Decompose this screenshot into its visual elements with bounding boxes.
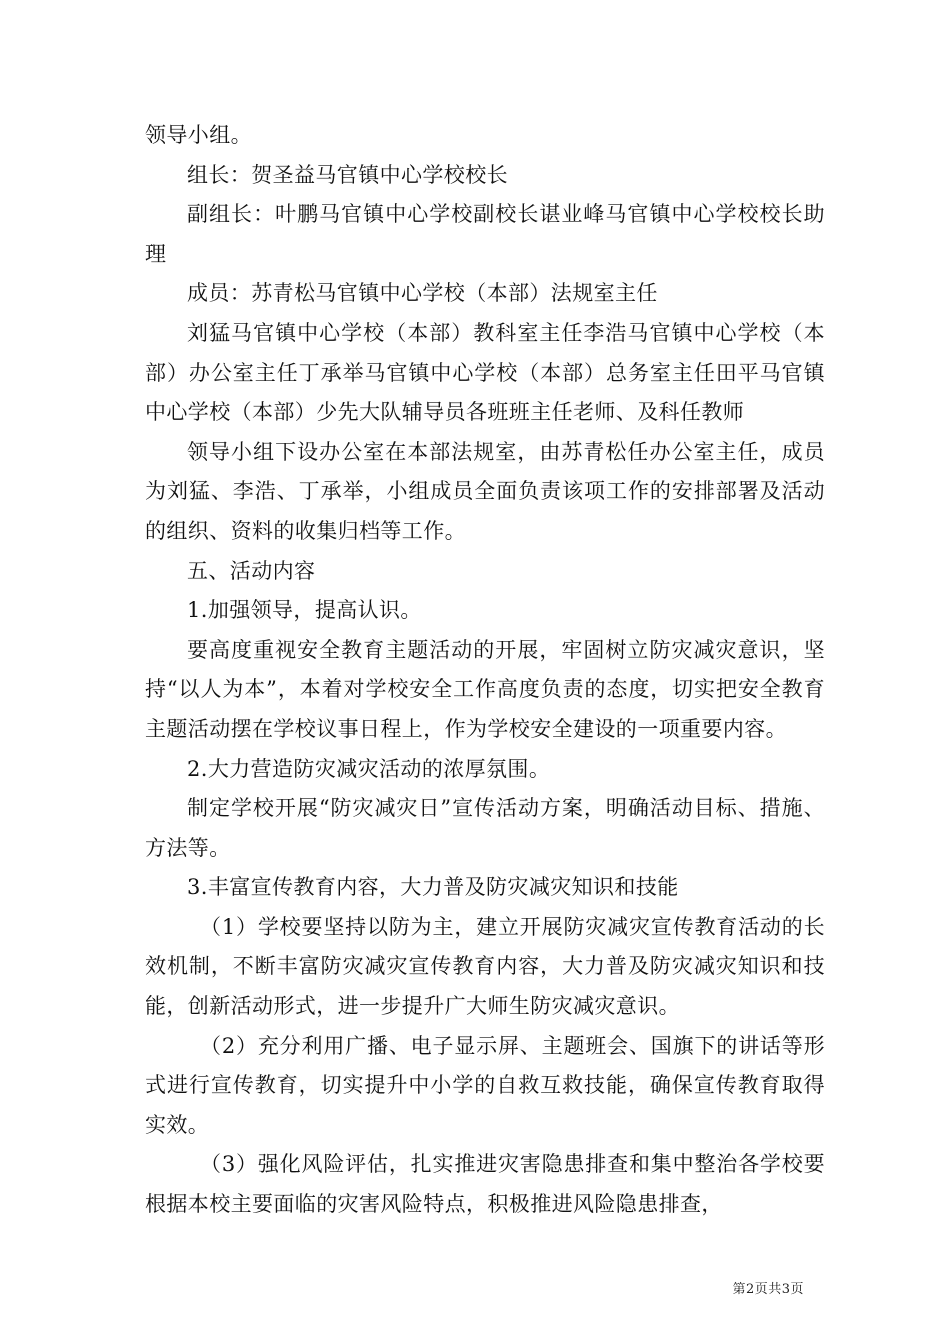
paragraph: 成员：苏青松马官镇中心学校（本部）法规室主任	[187, 281, 658, 306]
subheading: 2.大力营造防灾减灾活动的浓厚氛围。	[187, 756, 551, 781]
subheading: 3.丰富宣传教育内容，大力普及防灾减灾知识和技能	[187, 875, 679, 900]
paragraph: 要高度重视安全教育主题活动的开展，牢固树立防灾减灾意识，坚持“以人为本”，本着对学校安全工作高度负责的态度，切实把安全教育主题活动摆在学校议事日程上，作为学校安全建设的一项重要内容。	[145, 637, 825, 741]
list-item: （3）强化风险评估，扎实推进灾害隐患排查和集中整治各学校要根据本校主要面临的灾害风险特点，积极推进风险隐患排查，	[145, 1152, 825, 1217]
paragraph: 制定学校开展“防灾减灾日”宣传活动方案，明确活动目标、措施、方法等。	[145, 796, 825, 860]
paragraph: 领导小组下设办公室在本部法规室，由苏青松任办公室主任，成员为刘猛、李浩、丁承举，小组成员全面负责该项工作的安排部署及活动的组织、资料的收集归档等工作。	[145, 439, 825, 543]
paragraph: 刘猛马官镇中心学校（本部）教科室主任李浩马官镇中心学校（本部）办公室主任丁承举马官镇中心学校（本部）总务室主任田平马官镇中心学校（本部）少先大队辅导员各班班主任老师、及科任教师	[145, 320, 825, 425]
paragraph: 组长：贺圣益马官镇中心学校校长	[187, 162, 508, 187]
list-item: （2）充分利用广播、电子显示屏、主题班会、国旗下的讲话等形式进行宣传教育，切实提升中小学的自救互救技能，确保宣传教育取得实效。	[145, 1033, 825, 1137]
paragraph: 副组长：叶鹏马官镇中心学校副校长谌业峰马官镇中心学校校长助理	[145, 202, 825, 266]
paragraph: 领导小组。	[145, 123, 252, 147]
section-heading: 五、活动内容	[187, 558, 316, 583]
page-number: 第2页共3页	[732, 1282, 804, 1297]
subheading: 1.加强领导，提高认识。	[187, 598, 422, 623]
list-item: （1）学校要坚持以防为主，建立开展防灾减灾宣传教育活动的长效机制，不断丰富防灾减灾宣传教育内容，大力普及防灾减灾知识和技能，创新活动形式，进一步提升广大师生防灾减灾意识。	[145, 914, 825, 1019]
document-body	[145, 116, 825, 1225]
